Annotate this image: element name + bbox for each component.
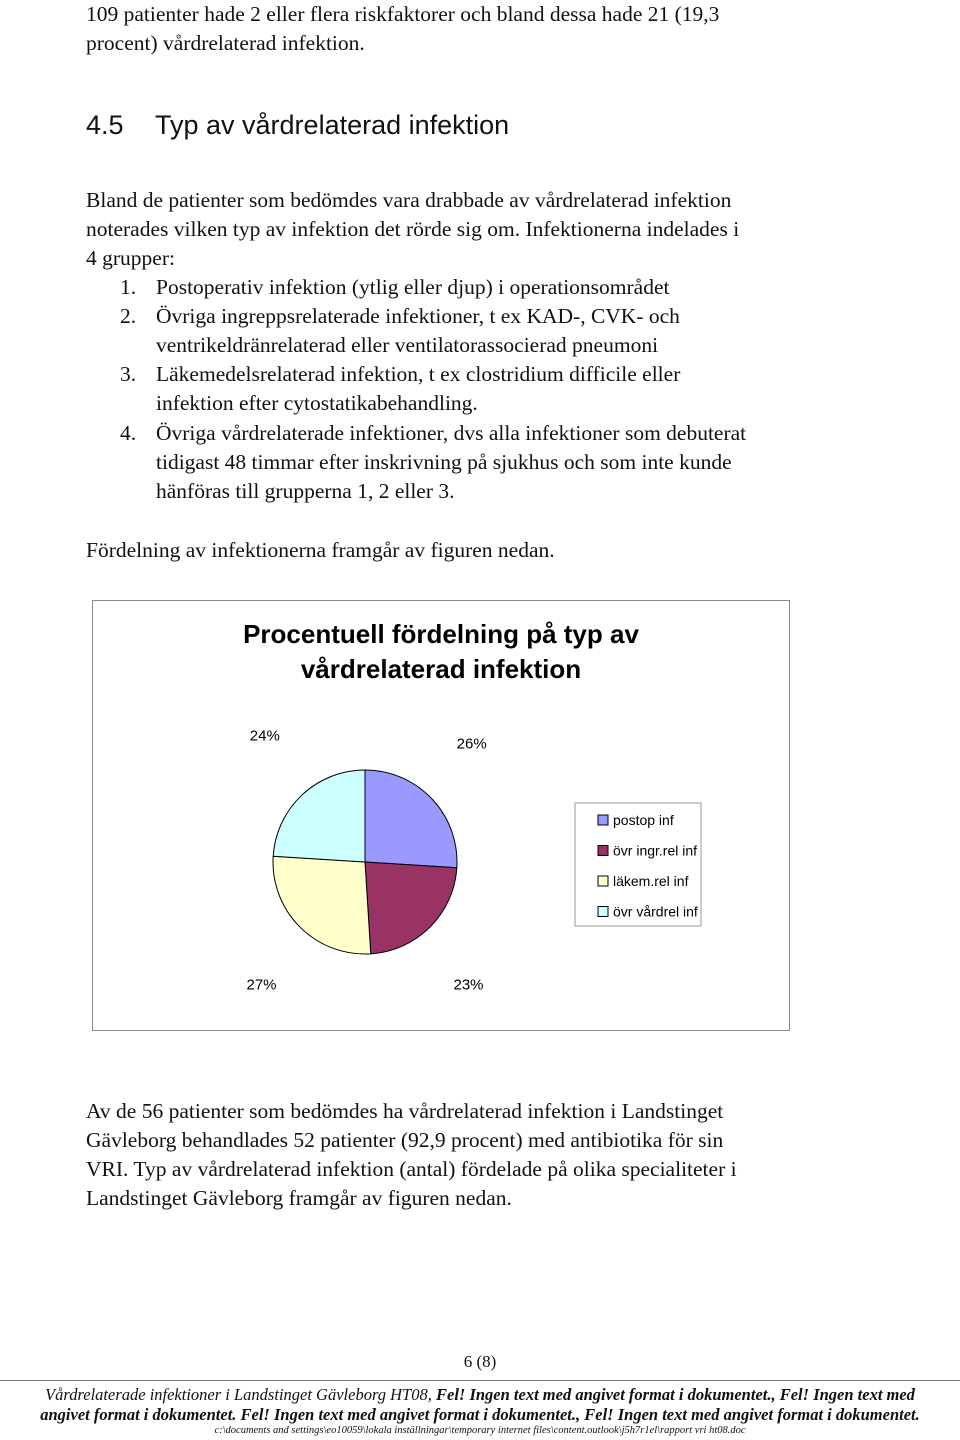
section-title: Typ av vårdrelaterad infektion	[155, 110, 510, 140]
footer-error-text: Fel! Ingen text med angivet format i dokumentet., Fel! Ingen text med	[431, 1385, 915, 1404]
pie-chart-frame	[92, 600, 790, 1031]
legend-swatch	[598, 846, 608, 856]
paragraph-line: Gävleborg behandlades 52 patienter (92,9 procent) med antibiotika för sin	[86, 1128, 724, 1152]
list-item-line: ventrikeldränrelaterad eller ventilatorassocierad pneumoni	[156, 333, 659, 357]
intro-line: 109 patienter hade 2 eller flera riskfaktorer och bland dessa hade 21 (19,3	[86, 2, 720, 26]
legend-label: postop inf	[613, 812, 674, 828]
list-number: 3.	[120, 362, 137, 386]
pie-slice-label: 26%	[456, 735, 487, 753]
figure-intro: Fördelning av infektionerna framgår av figuren nedan.	[86, 538, 555, 562]
pie-slice	[365, 862, 457, 954]
list-item-line: infektion efter cytostatikabehandling.	[156, 391, 478, 415]
legend-label: övr ingr.rel inf	[613, 842, 698, 859]
pie-slices	[273, 770, 457, 954]
paragraph-line: noterades vilken typ av infektion det rörde sig om. Infektionerna indelades i	[86, 217, 740, 241]
pie-slice	[365, 770, 457, 868]
section-number: 4.5	[86, 110, 124, 140]
paragraph-line: Bland de patienter som bedömdes vara drabbade av vårdrelaterad infektion	[86, 188, 732, 212]
list-item-line: hänföras till grupperna 1, 2 eller 3.	[156, 479, 455, 503]
list-item-line: Övriga vårdrelaterade infektioner, dvs alla infektioner som debuterat	[156, 421, 747, 445]
intro-line: procent) vårdrelaterad infektion.	[86, 31, 365, 55]
list-number: 1.	[120, 275, 137, 299]
legend-swatch	[598, 876, 608, 886]
legend	[575, 803, 701, 926]
list-number: 4.	[120, 421, 137, 445]
list-item-line: Läkemedelsrelaterad infektion, t ex clostridium difficile eller	[156, 362, 681, 386]
pie-slice-label: 23%	[453, 976, 484, 994]
legend-label: övr vårdrel inf	[613, 903, 698, 920]
chart-title-line: Procentuell fördelning på typ av	[243, 619, 639, 649]
legend-swatch	[598, 907, 608, 917]
paragraph-line: Landstinget Gävleborg framgår av figuren nedan.	[86, 1186, 512, 1210]
footer-line	[0, 1385, 960, 1405]
chart-title-line: vårdrelaterad infektion	[300, 654, 582, 684]
list-item-line: tidigast 48 timmar efter inskrivning på sjukhus och som inte kunde	[156, 450, 732, 474]
list-item-line: Övriga ingreppsrelaterade infektioner, t ex KAD-, CVK- och	[156, 304, 680, 328]
page-number: 6 (8)	[463, 1352, 497, 1371]
file-path: c:\documents and settings\eo10059\lokala inställningar\temporary internet files\content.outlook\j5h7r1el\rapport vri ht08.doc	[214, 1425, 746, 1436]
pie-slice	[273, 856, 371, 954]
list-item-line: Postoperativ infektion (ytlig eller djup) i operationsområdet	[156, 275, 670, 299]
footer-line	[0, 1405, 960, 1425]
paragraph-line: VRI. Typ av vårdrelaterad infektion (antal) fördelade på olika specialiteter i	[86, 1157, 737, 1181]
paragraph-line: Av de 56 patienter som bedömdes ha vårdrelaterad infektion i Landstinget	[86, 1099, 724, 1123]
pie-chart	[93, 601, 789, 1030]
footer-divider	[0, 1380, 960, 1381]
footer-error-text: angivet format i dokumentet. Fel! Ingen text med angivet format i dokumentet., Fel! Ingen text med angivet format i dokumentet.	[40, 1405, 920, 1424]
list-number: 2.	[120, 304, 137, 328]
pie-slice-label: 24%	[249, 727, 280, 745]
legend-swatch	[598, 815, 608, 825]
footer-plain-text: Vårdrelaterade infektioner i Landstinget Gävleborg HT08,	[45, 1385, 432, 1404]
pie-slice-label: 27%	[246, 976, 277, 994]
paragraph-line: 4 grupper:	[86, 246, 175, 270]
legend-label: läkem.rel inf	[613, 873, 689, 889]
pie-slice	[273, 770, 365, 862]
